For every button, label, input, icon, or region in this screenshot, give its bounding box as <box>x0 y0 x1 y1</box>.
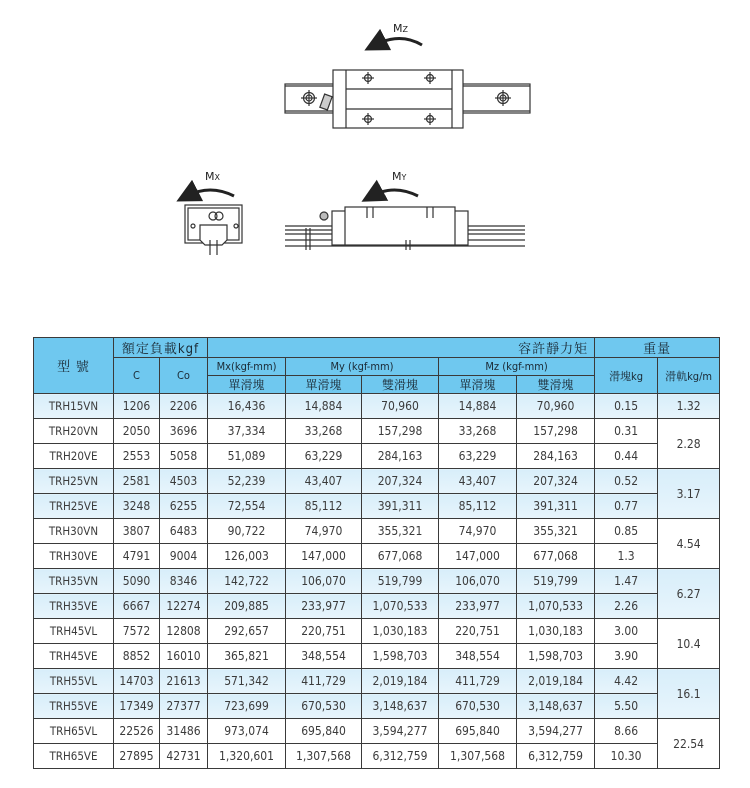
mx-cell: 292,657 <box>208 619 286 644</box>
mx-cell: 571,342 <box>208 669 286 694</box>
table-row <box>34 394 720 419</box>
mx-cell: 51,089 <box>208 444 286 469</box>
mz-single-cell: 670,530 <box>439 694 517 719</box>
header-mx-single: 單滑塊 <box>208 376 286 394</box>
c-cell: 2050 <box>114 419 160 444</box>
table-row <box>34 544 720 569</box>
co-cell: 2206 <box>160 394 208 419</box>
c-cell: 4791 <box>114 544 160 569</box>
mx-cell: 37,334 <box>208 419 286 444</box>
model-cell: TRH35VE <box>34 594 114 619</box>
co-cell: 6255 <box>160 494 208 519</box>
spec-table-body <box>34 394 720 769</box>
mz-double-cell: 6,312,759 <box>517 744 595 769</box>
block-weight-cell: 3.90 <box>595 644 658 669</box>
my-single-cell: 695,840 <box>286 719 362 744</box>
table-row <box>34 419 720 444</box>
co-cell: 12274 <box>160 594 208 619</box>
model-cell: TRH65VE <box>34 744 114 769</box>
table-row <box>34 669 720 694</box>
my-label: MY <box>392 170 407 183</box>
mx-cell: 52,239 <box>208 469 286 494</box>
block-weight-cell: 1.3 <box>595 544 658 569</box>
co-cell: 27377 <box>160 694 208 719</box>
front-view-diagram <box>185 170 242 255</box>
table-row <box>34 744 720 769</box>
header-block-kg: 滑塊kg <box>595 358 658 394</box>
model-cell: TRH30VE <box>34 544 114 569</box>
block-weight-cell: 4.42 <box>595 669 658 694</box>
mz-double-cell: 3,594,277 <box>517 719 595 744</box>
header-model: 型 號 <box>34 338 114 394</box>
header-c: C <box>114 358 160 394</box>
mz-label: MZ <box>393 22 408 35</box>
my-double-cell: 3,594,277 <box>362 719 439 744</box>
my-double-cell: 519,799 <box>362 569 439 594</box>
mx-cell: 72,554 <box>208 494 286 519</box>
rail-weight-cell: 16.1 <box>658 669 720 719</box>
my-single-cell: 106,070 <box>286 569 362 594</box>
header-mz: Mz (kgf-mm) <box>439 358 595 376</box>
mz-double-cell: 157,298 <box>517 419 595 444</box>
table-row <box>34 519 720 544</box>
my-single-cell: 43,407 <box>286 469 362 494</box>
mx-cell: 973,074 <box>208 719 286 744</box>
block-weight-cell: 0.77 <box>595 494 658 519</box>
mz-single-cell: 1,307,568 <box>439 744 517 769</box>
mx-cell: 209,885 <box>208 594 286 619</box>
rail-weight-cell: 3.17 <box>658 469 720 519</box>
header-static-moment: 容許靜力矩 <box>208 338 595 358</box>
c-cell: 7572 <box>114 619 160 644</box>
model-cell: TRH65VL <box>34 719 114 744</box>
c-cell: 6667 <box>114 594 160 619</box>
mz-double-cell: 2,019,184 <box>517 669 595 694</box>
mz-double-cell: 355,321 <box>517 519 595 544</box>
my-double-cell: 2,019,184 <box>362 669 439 694</box>
co-cell: 8346 <box>160 569 208 594</box>
mz-single-cell: 63,229 <box>439 444 517 469</box>
table-row <box>34 594 720 619</box>
header-my-single: 單滑塊 <box>286 376 362 394</box>
mz-double-cell: 284,163 <box>517 444 595 469</box>
my-single-cell: 1,307,568 <box>286 744 362 769</box>
table-row <box>34 619 720 644</box>
my-single-cell: 63,229 <box>286 444 362 469</box>
co-cell: 12808 <box>160 619 208 644</box>
mz-single-cell: 74,970 <box>439 519 517 544</box>
table-row <box>34 469 720 494</box>
c-cell: 2581 <box>114 469 160 494</box>
model-cell: TRH25VN <box>34 469 114 494</box>
my-single-cell: 233,977 <box>286 594 362 619</box>
mz-double-cell: 207,324 <box>517 469 595 494</box>
my-double-cell: 1,070,533 <box>362 594 439 619</box>
header-mz-single: 單滑塊 <box>439 376 517 394</box>
my-single-cell: 220,751 <box>286 619 362 644</box>
mz-single-cell: 695,840 <box>439 719 517 744</box>
model-cell: TRH45VL <box>34 619 114 644</box>
table-row <box>34 494 720 519</box>
model-cell: TRH20VN <box>34 419 114 444</box>
c-cell: 17349 <box>114 694 160 719</box>
block-weight-cell: 0.52 <box>595 469 658 494</box>
co-cell: 21613 <box>160 669 208 694</box>
c-cell: 14703 <box>114 669 160 694</box>
my-single-cell: 348,554 <box>286 644 362 669</box>
model-cell: TRH55VL <box>34 669 114 694</box>
model-cell: TRH55VE <box>34 694 114 719</box>
block-weight-cell: 2.26 <box>595 594 658 619</box>
table-row <box>34 569 720 594</box>
block-weight-cell: 10.30 <box>595 744 658 769</box>
my-single-cell: 74,970 <box>286 519 362 544</box>
co-cell: 6483 <box>160 519 208 544</box>
block-weight-cell: 3.00 <box>595 619 658 644</box>
rail-weight-cell: 6.27 <box>658 569 720 619</box>
mz-single-cell: 33,268 <box>439 419 517 444</box>
block-weight-cell: 0.15 <box>595 394 658 419</box>
mx-cell: 126,003 <box>208 544 286 569</box>
header-weight: 重量 <box>595 338 720 358</box>
my-double-cell: 355,321 <box>362 519 439 544</box>
mz-double-cell: 391,311 <box>517 494 595 519</box>
block-weight-cell: 1.47 <box>595 569 658 594</box>
mz-double-cell: 3,148,637 <box>517 694 595 719</box>
mz-double-cell: 1,598,703 <box>517 644 595 669</box>
mx-cell: 142,722 <box>208 569 286 594</box>
my-double-cell: 207,324 <box>362 469 439 494</box>
mz-single-cell: 14,884 <box>439 394 517 419</box>
mz-double-cell: 1,070,533 <box>517 594 595 619</box>
c-cell: 8852 <box>114 644 160 669</box>
mx-cell: 1,320,601 <box>208 744 286 769</box>
table-row <box>34 644 720 669</box>
c-cell: 2553 <box>114 444 160 469</box>
mz-single-cell: 43,407 <box>439 469 517 494</box>
mz-single-cell: 411,729 <box>439 669 517 694</box>
my-double-cell: 6,312,759 <box>362 744 439 769</box>
mz-single-cell: 220,751 <box>439 619 517 644</box>
rail-weight-cell: 10.4 <box>658 619 720 669</box>
top-view-diagram <box>285 22 530 128</box>
mz-double-cell: 1,030,183 <box>517 619 595 644</box>
my-single-cell: 14,884 <box>286 394 362 419</box>
rail-weight-cell: 4.54 <box>658 519 720 569</box>
mx-cell: 723,699 <box>208 694 286 719</box>
header-co: Co <box>160 358 208 394</box>
my-double-cell: 677,068 <box>362 544 439 569</box>
model-cell: TRH45VE <box>34 644 114 669</box>
my-single-cell: 85,112 <box>286 494 362 519</box>
co-cell: 16010 <box>160 644 208 669</box>
spec-table <box>33 337 720 769</box>
co-cell: 3696 <box>160 419 208 444</box>
model-cell: TRH15VN <box>34 394 114 419</box>
model-cell: TRH20VE <box>34 444 114 469</box>
mz-single-cell: 147,000 <box>439 544 517 569</box>
moment-diagrams <box>0 0 750 320</box>
block-weight-cell: 5.50 <box>595 694 658 719</box>
co-cell: 4503 <box>160 469 208 494</box>
c-cell: 3807 <box>114 519 160 544</box>
block-weight-cell: 8.66 <box>595 719 658 744</box>
my-double-cell: 157,298 <box>362 419 439 444</box>
mx-cell: 365,821 <box>208 644 286 669</box>
my-single-cell: 670,530 <box>286 694 362 719</box>
my-double-cell: 391,311 <box>362 494 439 519</box>
table-row <box>34 719 720 744</box>
mx-cell: 90,722 <box>208 519 286 544</box>
c-cell: 27895 <box>114 744 160 769</box>
c-cell: 22526 <box>114 719 160 744</box>
my-double-cell: 1,030,183 <box>362 619 439 644</box>
mz-double-cell: 70,960 <box>517 394 595 419</box>
side-view-diagram <box>285 170 525 250</box>
my-single-cell: 411,729 <box>286 669 362 694</box>
mz-single-cell: 85,112 <box>439 494 517 519</box>
mz-double-cell: 677,068 <box>517 544 595 569</box>
co-cell: 9004 <box>160 544 208 569</box>
mz-single-cell: 233,977 <box>439 594 517 619</box>
model-cell: TRH35VN <box>34 569 114 594</box>
header-mz-double: 雙滑塊 <box>517 376 595 394</box>
header-rated-load: 額定負載kgf <box>114 338 208 358</box>
c-cell: 1206 <box>114 394 160 419</box>
model-cell: TRH30VN <box>34 519 114 544</box>
c-cell: 3248 <box>114 494 160 519</box>
my-double-cell: 3,148,637 <box>362 694 439 719</box>
table-row <box>34 694 720 719</box>
mz-single-cell: 106,070 <box>439 569 517 594</box>
model-cell: TRH25VE <box>34 494 114 519</box>
rail-weight-cell: 1.32 <box>658 394 720 419</box>
mz-rotation-arrow-icon <box>375 39 422 46</box>
my-single-cell: 33,268 <box>286 419 362 444</box>
mz-double-cell: 519,799 <box>517 569 595 594</box>
rail-weight-cell: 22.54 <box>658 719 720 769</box>
my-double-cell: 70,960 <box>362 394 439 419</box>
table-row <box>34 444 720 469</box>
co-cell: 31486 <box>160 719 208 744</box>
my-rotation-arrow-icon <box>372 190 418 196</box>
header-mx: Mx(kgf-mm) <box>208 358 286 376</box>
block-weight-cell: 0.44 <box>595 444 658 469</box>
header-rail-kgm: 滑軌kg/m <box>658 358 720 394</box>
my-double-cell: 284,163 <box>362 444 439 469</box>
block-weight-cell: 0.85 <box>595 519 658 544</box>
co-cell: 5058 <box>160 444 208 469</box>
block-weight-cell: 0.31 <box>595 419 658 444</box>
mz-single-cell: 348,554 <box>439 644 517 669</box>
my-double-cell: 1,598,703 <box>362 644 439 669</box>
header-my: My (kgf-mm) <box>286 358 439 376</box>
mx-label: MX <box>205 170 220 183</box>
header-my-double: 雙滑塊 <box>362 376 439 394</box>
rail-weight-cell: 2.28 <box>658 419 720 469</box>
mx-cell: 16,436 <box>208 394 286 419</box>
co-cell: 42731 <box>160 744 208 769</box>
my-single-cell: 147,000 <box>286 544 362 569</box>
mx-rotation-arrow-icon <box>187 190 234 196</box>
c-cell: 5090 <box>114 569 160 594</box>
